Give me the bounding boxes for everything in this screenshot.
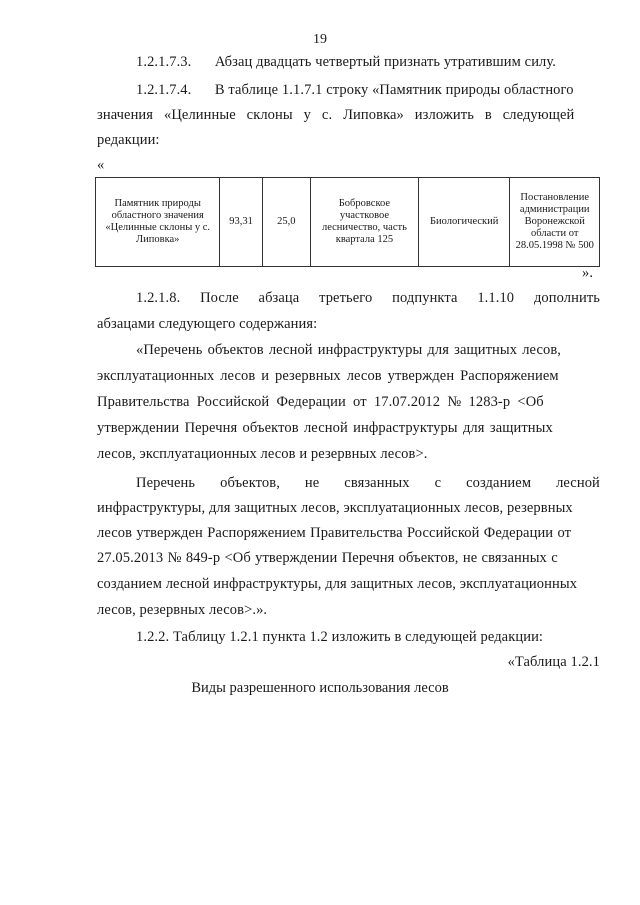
word: связанных xyxy=(344,475,410,491)
quote-1-line-2: эксплуатационных лесов и резервных лесов утвержден Распоряжением xyxy=(97,368,559,384)
word: лесной xyxy=(556,475,600,491)
word: с xyxy=(434,475,442,491)
word: дополнить xyxy=(533,290,600,306)
clause-1-2-2: 1.2.2. Таблицу 1.2.1 пункта 1.2 изложить в следующей редакции: xyxy=(136,629,544,645)
clause-number: 1.2.1.8. xyxy=(136,290,181,306)
quote-1-line-5: лесов, эксплуатационных лесов и резервных лесов>. xyxy=(97,446,428,462)
clause-1-2-1-7-3 xyxy=(136,54,556,71)
clause-text: В таблице 1.1.7.1 строку «Памятник природы областного xyxy=(214,82,574,98)
quote-1-line-1: «Перечень объектов лесной инфраструктуры для защитных лесов, xyxy=(136,342,562,358)
opening-quote: « xyxy=(97,157,105,173)
word: созданием xyxy=(466,475,532,491)
quote-2-line-4: 27.05.2013 № 849-р <Об утверждении Перечня объектов, не связанных с xyxy=(97,550,558,566)
word: объектов, xyxy=(220,475,280,491)
word: не xyxy=(304,475,320,491)
word: 1.1.10 xyxy=(477,290,515,306)
cell-profile: Биологический xyxy=(418,178,510,267)
clause-1-2-1-8-line-1 xyxy=(136,290,600,307)
quote-2-line-6: лесов, резервных лесов>.». xyxy=(97,602,268,618)
word: Перечень xyxy=(136,475,196,491)
table-heading: Виды разрешенного использования лесов xyxy=(191,680,449,696)
cell-document: Постановление администрации Воронежской области от 28.05.1998 № 500 xyxy=(510,178,600,267)
word: третьего xyxy=(319,290,373,306)
page-number: 19 xyxy=(313,32,327,47)
closing-quote: ». xyxy=(582,265,594,281)
cell-protected-area: 25,0 xyxy=(262,178,310,267)
table-label: «Таблица 1.2.1 xyxy=(507,654,600,670)
clause-1-2-1-7-4-line-2: значения «Целинные склоны у с. Липовка» изложить в следующей xyxy=(97,107,575,123)
quote-1-line-3: Правительства Российской Федерации от 17.07.2012 № 1283-р <Об xyxy=(97,394,544,410)
clause-number: 1.2.1.7.4. xyxy=(136,82,192,98)
cell-area: 93,31 xyxy=(220,178,262,267)
amended-table-row xyxy=(95,177,600,267)
clause-number: 1.2.1.7.3. xyxy=(136,54,192,70)
quote-2-line-1 xyxy=(136,475,600,492)
cell-location: Бобровское участковое лесничество, часть квартала 125 xyxy=(310,178,418,267)
word: После xyxy=(200,290,239,306)
table-row xyxy=(96,178,600,267)
clause-1-2-1-7-4-line-3: редакции: xyxy=(97,132,160,148)
word: подпункта xyxy=(392,290,458,306)
quote-1-line-4: утверждении Перечня объектов лесной инфраструктуры для защитных xyxy=(97,420,553,436)
clause-1-2-1-7-4-line-1 xyxy=(136,82,574,99)
clause-text: Абзац двадцать четвертый признать утратившим силу. xyxy=(214,54,557,70)
clause-1-2-1-8-line-2: абзацами следующего содержания: xyxy=(97,316,318,332)
word: абзаца xyxy=(258,290,300,306)
quote-2-line-2: инфраструктуры, для защитных лесов, эксплуатационных лесов, резервных xyxy=(97,500,573,516)
cell-name: Памятник природы областного значения «Целинные склоны у с. Липовка» xyxy=(96,178,220,267)
quote-2-line-5: созданием лесной инфраструктуры, для защитных лесов, эксплуатационных xyxy=(97,576,578,592)
quote-2-line-3: лесов утвержден Распоряжением Правительства Российской Федерации от xyxy=(97,525,572,541)
